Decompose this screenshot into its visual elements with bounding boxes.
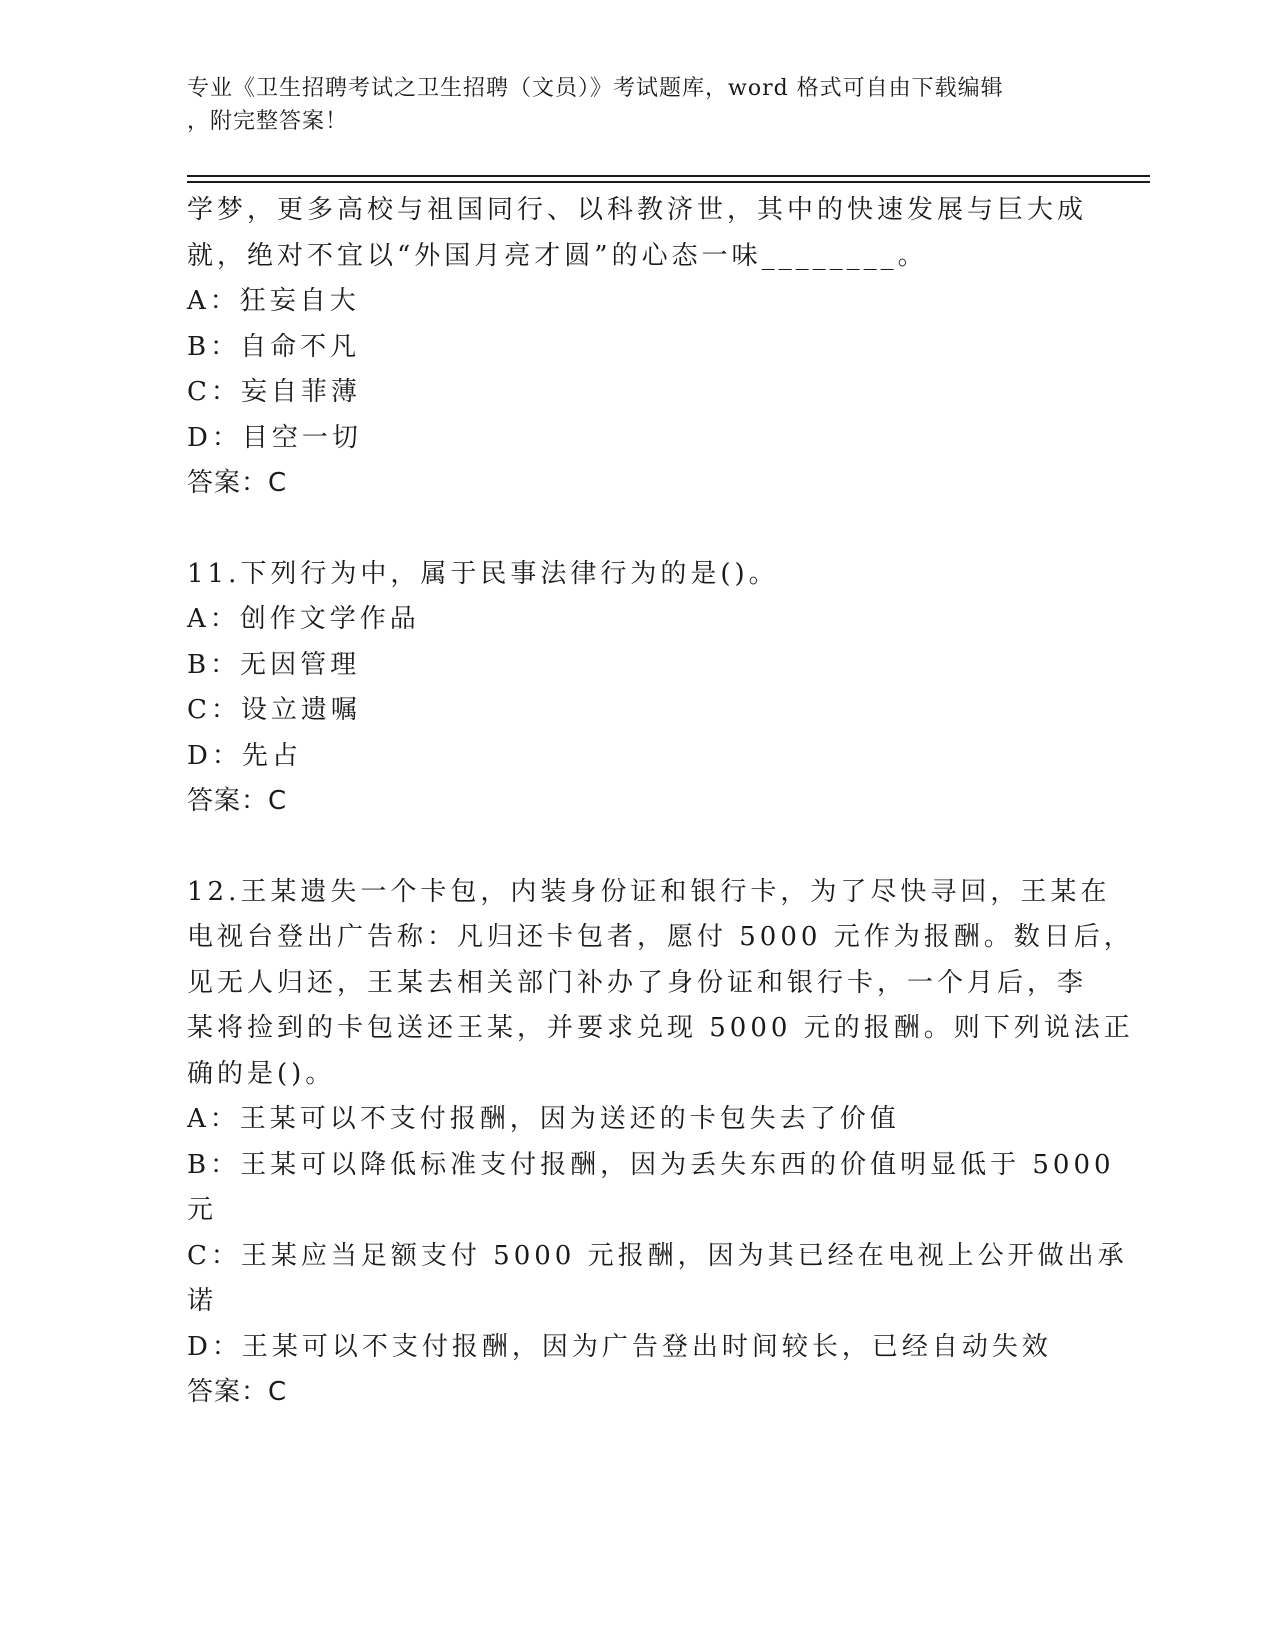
header-divider-thin <box>187 175 1150 177</box>
option-b: B：无因管理 <box>187 649 361 680</box>
header-divider-thick <box>187 181 1150 183</box>
option-a: A：狂妄自大 <box>187 286 360 316</box>
question-stem-line: 某将捡到的卡包送还王某，并要求兑现 5000 元的报酬。则下列说法正 <box>187 1013 1134 1043</box>
question-11 <box>187 552 1087 825</box>
header-line-2: ，附完整答案！ <box>187 109 349 134</box>
option-d: D：目空一切 <box>187 422 362 453</box>
option-a: A：创作文学作品 <box>187 604 420 634</box>
question-12 <box>187 870 1134 1416</box>
document-header <box>187 72 1067 138</box>
option-c: C：王某应当足额支付 5000 元报酬，因为其已经在电视上公开做出承 <box>187 1240 1128 1271</box>
option-b: B：王某可以降低标准支付报酬，因为丢失东西的价值明显低于 5000 <box>187 1149 1115 1180</box>
answer-line: 答案：C <box>187 1377 288 1407</box>
option-b-continued: 元 <box>187 1195 218 1225</box>
question-list <box>187 188 1134 1416</box>
option-d: D：先占 <box>187 740 302 771</box>
answer-line: 答案：C <box>187 786 288 816</box>
question-10 <box>187 188 1087 507</box>
option-a: A：王某可以不支付报酬，因为送还的卡包失去了价值 <box>187 1104 900 1134</box>
question-spacer <box>187 825 1087 870</box>
question-stem: 11.下列行为中，属于民事法律行为的是()。 <box>187 558 779 589</box>
question-stem-line: 就，绝对不宜以“外国月亮才圆”的心态一味________。 <box>187 240 928 271</box>
question-stem-line: 见无人归还，王某去相关部门补办了身份证和银行卡，一个月后，李 <box>187 967 1088 998</box>
header-line-1: 专业《卫生招聘考试之卫生招聘（文员）》考试题库，word 格式可自由下载编辑 <box>187 76 1004 101</box>
option-b: B：自命不凡 <box>187 331 361 362</box>
option-d: D：王某可以不支付报酬，因为广告登出时间较长，已经自动失效 <box>187 1331 1052 1362</box>
question-stem-line: 12.王某遗失一个卡包，内装身份证和银行卡，为了尽快寻回，王某在 <box>187 876 1111 907</box>
question-stem-line: 学梦，更多高校与祖国同行、以科教济世，其中的快速发展与巨大成 <box>187 195 1088 225</box>
option-c: C：妄自菲薄 <box>187 377 361 407</box>
option-c: C：设立遗嘱 <box>187 695 361 725</box>
option-c-continued: 诺 <box>187 1286 218 1316</box>
question-stem-line: 电视台登出广告称：凡归还卡包者，愿付 5000 元作为报酬。数日后， <box>187 922 1134 952</box>
answer-line: 答案：C <box>187 468 288 498</box>
question-stem-line: 确的是()。 <box>187 1058 336 1089</box>
question-spacer <box>187 507 1087 552</box>
